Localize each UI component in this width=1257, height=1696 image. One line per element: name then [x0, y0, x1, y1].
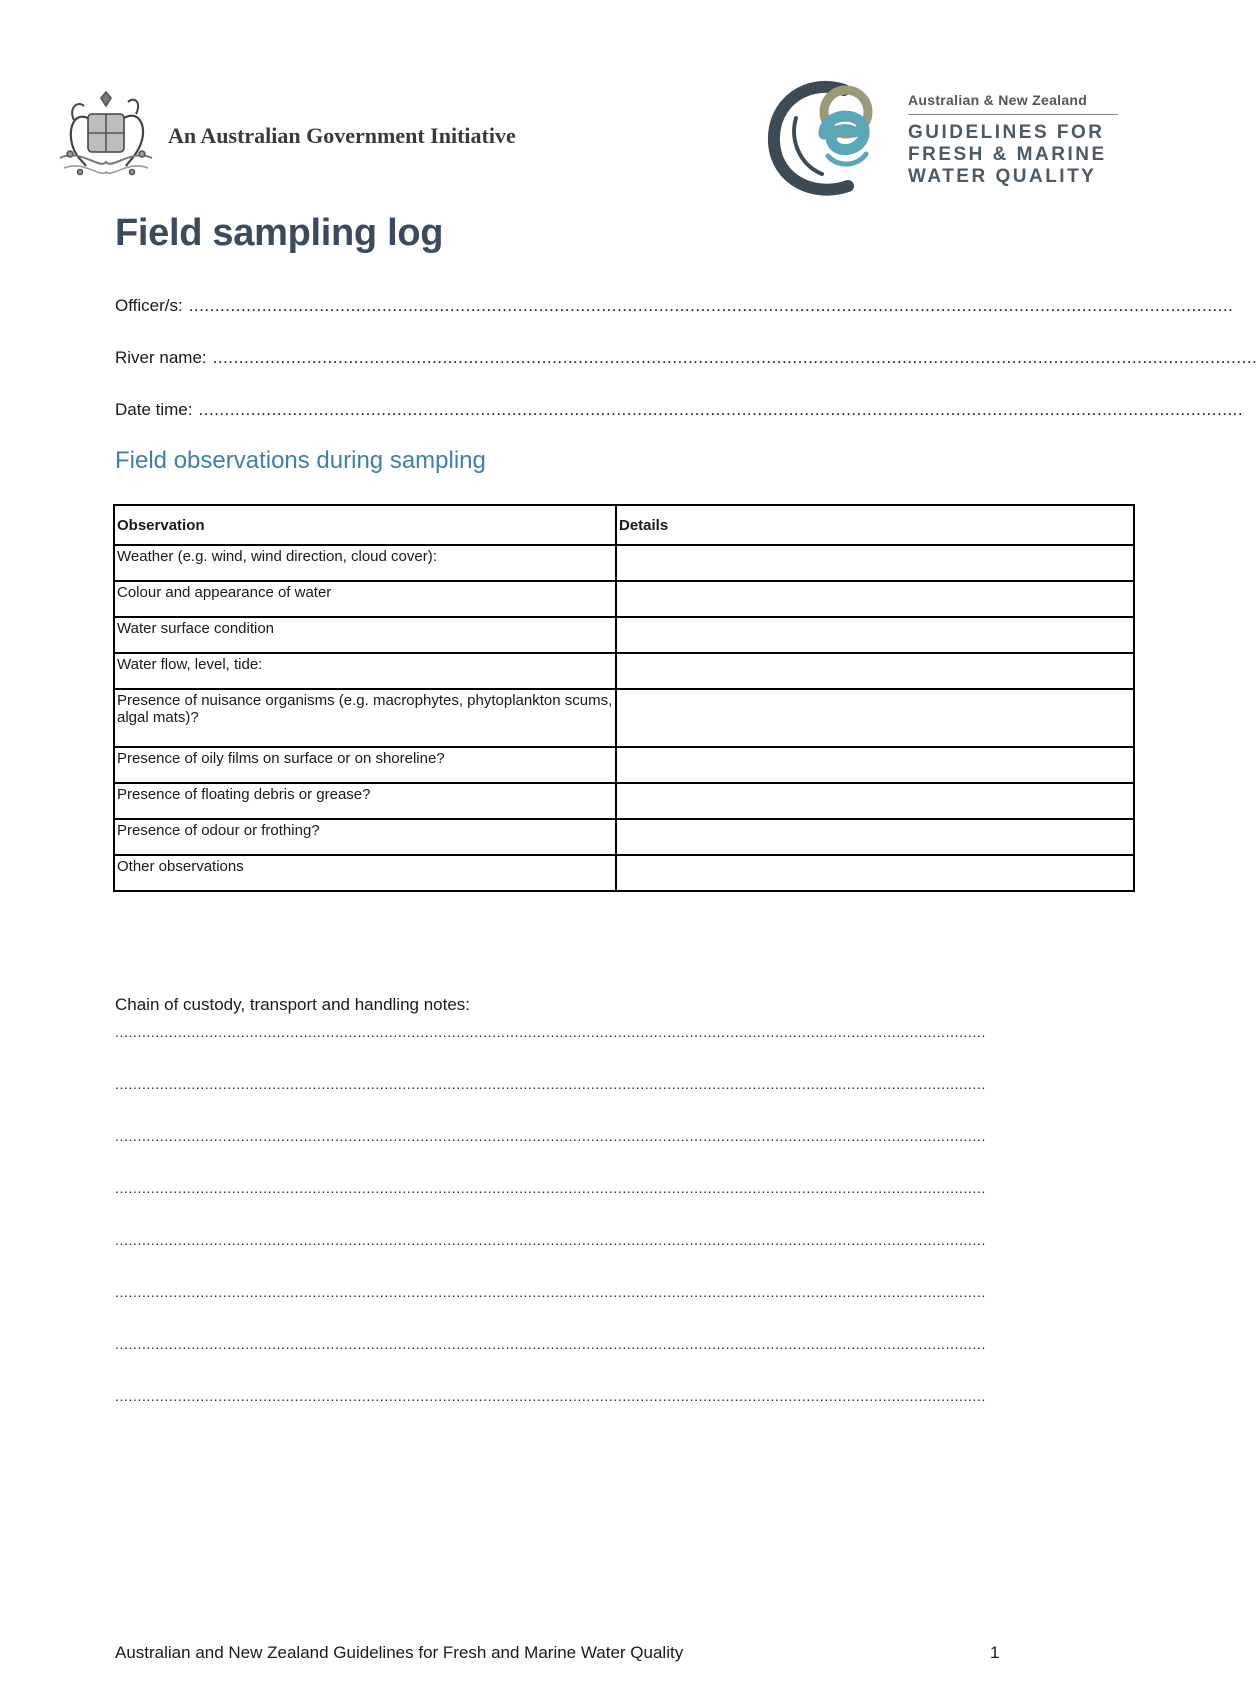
details-cell[interactable]	[616, 819, 1134, 855]
observation-cell: Colour and appearance of water	[114, 581, 616, 617]
anz-logo-line-2: FRESH & MARINE	[908, 144, 1107, 165]
water-swirl-icon	[758, 72, 908, 208]
date-time-dotted-line[interactable]: ........................................................................................................................................................................................................	[198, 400, 1244, 419]
details-cell[interactable]	[616, 689, 1134, 747]
date-time-label: Date time:	[115, 400, 193, 419]
observation-cell: Presence of oily films on surface or on shoreline?	[114, 747, 616, 783]
notes-line[interactable]: ..................................................................................................................................................................................................	[115, 1180, 986, 1196]
notes-line[interactable]: ..................................................................................................................................................................................................	[115, 1076, 986, 1092]
page-title: Field sampling log	[115, 212, 444, 254]
observation-cell: Weather (e.g. wind, wind direction, cloud cover):	[114, 545, 616, 581]
notes-line[interactable]: ..................................................................................................................................................................................................	[115, 1284, 986, 1300]
details-cell[interactable]	[616, 747, 1134, 783]
officer-dotted-line[interactable]: ........................................................................................................................................................................................................	[188, 296, 1234, 315]
page-number: 1	[990, 1643, 1000, 1662]
details-cell[interactable]	[616, 653, 1134, 689]
header-observation: Observation	[114, 505, 616, 545]
observation-cell: Water surface condition	[114, 617, 616, 653]
notes-line[interactable]: ..................................................................................................................................................................................................	[115, 1388, 986, 1404]
anz-logo-divider	[908, 114, 1118, 115]
anz-logo-line-1: GUIDELINES FOR	[908, 122, 1105, 143]
chain-of-custody-title: Chain of custody, transport and handling notes:	[115, 995, 471, 1014]
header-details: Details	[616, 505, 1134, 545]
details-cell[interactable]	[616, 855, 1134, 891]
notes-line[interactable]: ..................................................................................................................................................................................................	[115, 1232, 986, 1248]
section-heading: Field observations during sampling	[115, 447, 486, 474]
details-cell[interactable]	[616, 617, 1134, 653]
table-row	[114, 689, 1134, 747]
notes-line[interactable]: ..................................................................................................................................................................................................	[115, 1128, 986, 1144]
notes-line[interactable]: ..................................................................................................................................................................................................	[115, 1024, 986, 1040]
table-row	[114, 819, 1134, 855]
table-row	[114, 747, 1134, 783]
footer-text: Australian and New Zealand Guidelines for Fresh and Marine Water Quality	[115, 1643, 684, 1662]
observations-table	[113, 504, 1135, 892]
officer-label: Officer/s:	[115, 296, 183, 315]
gov-initiative-text: An Australian Government Initiative	[168, 123, 516, 148]
table-row	[114, 855, 1134, 891]
table-row	[114, 545, 1134, 581]
observation-cell: Presence of nuisance organisms (e.g. macrophytes, phytoplankton scums, algal mats)?	[114, 689, 616, 747]
anz-guidelines-logo	[758, 72, 1128, 208]
details-cell[interactable]	[616, 581, 1134, 617]
observation-cell: Presence of floating debris or grease?	[114, 783, 616, 819]
date-time-field[interactable]	[115, 400, 1244, 420]
coat-of-arms-icon	[50, 88, 162, 184]
observation-cell: Presence of odour or frothing?	[114, 819, 616, 855]
details-cell[interactable]	[616, 545, 1134, 581]
australian-government-logo	[50, 88, 530, 184]
river-name-field[interactable]	[115, 348, 1257, 368]
officer-field[interactable]	[115, 296, 1234, 316]
anz-logo-line-3: WATER QUALITY	[908, 166, 1097, 187]
observation-cell: Water flow, level, tide:	[114, 653, 616, 689]
table-row	[114, 617, 1134, 653]
anz-logo-top-text: Australian & New Zealand	[908, 92, 1088, 108]
table-header-row	[114, 505, 1134, 545]
table-row	[114, 783, 1134, 819]
table-row	[114, 581, 1134, 617]
details-cell[interactable]	[616, 783, 1134, 819]
notes-line[interactable]: ..................................................................................................................................................................................................	[115, 1336, 986, 1352]
table-row	[114, 653, 1134, 689]
river-name-label: River name:	[115, 348, 207, 367]
observation-cell: Other observations	[114, 855, 616, 891]
river-name-dotted-line[interactable]: ........................................................................................................................................................................................................	[212, 348, 1257, 367]
